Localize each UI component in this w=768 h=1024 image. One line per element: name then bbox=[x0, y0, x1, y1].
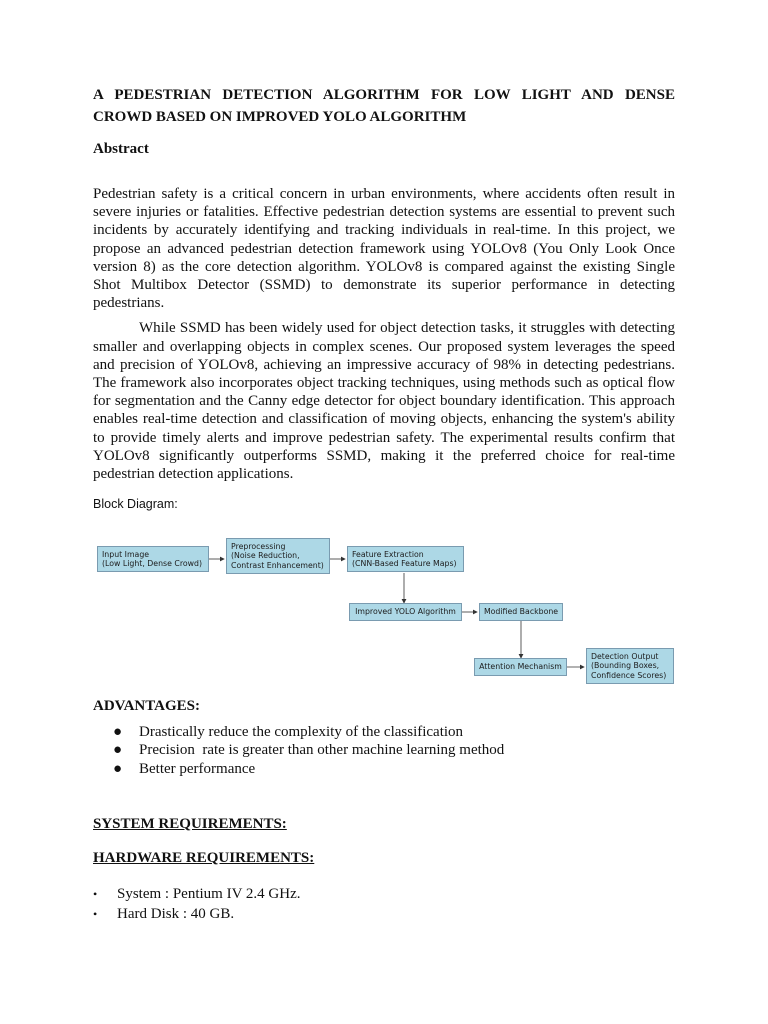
box-feature-extraction bbox=[347, 546, 464, 572]
advantage-text: Drastically reduce the complexity of the classification bbox=[139, 724, 464, 740]
bullet-icon: • bbox=[93, 887, 98, 901]
hardware-text: Hard Disk : 40 GB. bbox=[117, 906, 235, 922]
document-page bbox=[93, 84, 675, 922]
advantage-item bbox=[93, 723, 675, 741]
box-modified-backbone-line1: Modified Backbone bbox=[483, 607, 559, 617]
box-detection-output bbox=[586, 648, 674, 684]
box-input-image-line2: (Low Light, Dense Crowd) bbox=[102, 559, 202, 568]
box-feature-extraction-line1: Feature Extraction bbox=[352, 549, 424, 559]
advantages-list bbox=[93, 723, 675, 778]
box-preprocessing-line3: Contrast Enhancement) bbox=[231, 560, 324, 570]
advantage-text: Precision rate is greater than other machine learning method bbox=[139, 742, 505, 759]
system-requirements-heading: SYSTEM REQUIREMENTS: bbox=[93, 816, 287, 832]
box-detection-output-line1: Detection Output bbox=[591, 652, 659, 662]
hardware-requirements-heading: HARDWARE REQUIREMENTS: bbox=[93, 850, 315, 866]
box-feature-extraction-line2: (CNN-Based Feature Maps) bbox=[352, 559, 457, 568]
abstract-paragraph-1: Pedestrian safety is a critical concern in urban environments, where accidents often result in severe injuries or fatalities. Effective pedestrian detection systems are essential to prevent such incidents by accurately identifying and tracking individuals in real-time. In this project, we propose an advanced pedestrian detection framework using YOLOv8 (You Only Look Once version 8) as the core detection algorithm. YOLOv8 is compared against the existing Single Shot Multibox Detector (SSMD) to demonstrate its superior performance in detecting pedestrians. bbox=[93, 186, 675, 312]
bullet-icon: ● bbox=[113, 742, 123, 759]
bullet-icon: • bbox=[93, 907, 98, 921]
box-improved-yolo bbox=[349, 603, 462, 621]
advantage-item bbox=[93, 741, 675, 759]
advantage-text: Better performance bbox=[139, 760, 256, 777]
box-improved-yolo-line1: Improved YOLO Algorithm bbox=[355, 607, 456, 617]
hardware-text: System : Pentium IV 2.4 GHz. bbox=[117, 886, 301, 902]
box-detection-output-line3: Confidence Scores) bbox=[591, 670, 667, 680]
document-title: A PEDESTRIAN DETECTION ALGORITHM FOR LOW LIGHT AND DENSE CROWD BASED ON IMPROVED YOLO ALGORITHM bbox=[93, 87, 675, 125]
box-input-image bbox=[97, 546, 209, 572]
abstract-paragraph-2: While SSMD has been widely used for object detection tasks, it struggles with detecting smaller and overlapping objects in complex scenes. Our proposed system leverages the speed and precision of YOLOv8, achieving an impressive accuracy of 98% in detecting pedestrians. The framework also incorporates object tracking techniques, using methods such as optical flow for segmentation and the Canny edge detector for object boundary identification. This approach enables real-time detection and classification of moving objects, enhancing the system's ability to provide timely alerts and improve pedestrian safety. The experimental results confirm that YOLOv8 significantly outperforms SSMD, making it the preferred choice for real-time pedestrian detection applications. bbox=[93, 320, 675, 483]
bullet-icon: ● bbox=[113, 724, 123, 740]
advantages-section bbox=[93, 696, 675, 778]
box-modified-backbone bbox=[479, 603, 563, 621]
system-requirements-section bbox=[93, 814, 287, 834]
box-preprocessing-line2: (Noise Reduction, bbox=[231, 551, 300, 561]
hardware-requirements-section bbox=[93, 848, 675, 924]
block-diagram bbox=[93, 534, 675, 694]
box-attention-mechanism bbox=[474, 658, 567, 676]
block-diagram-label: Block Diagram: bbox=[93, 497, 178, 512]
box-detection-output-line2: (Bounding Boxes, bbox=[591, 661, 660, 671]
bullet-icon: ● bbox=[113, 760, 123, 777]
hardware-list bbox=[93, 884, 675, 924]
box-input-image-line1: Input Image bbox=[102, 549, 150, 559]
box-preprocessing bbox=[226, 538, 330, 574]
hardware-item bbox=[93, 904, 675, 924]
box-attention-mechanism-line1: Attention Mechanism bbox=[479, 662, 562, 672]
advantages-heading: ADVANTAGES: bbox=[93, 698, 200, 714]
abstract-heading: Abstract bbox=[93, 141, 149, 157]
box-preprocessing-line1: Preprocessing bbox=[231, 542, 286, 552]
hardware-item bbox=[93, 884, 675, 904]
advantage-item bbox=[93, 760, 675, 778]
